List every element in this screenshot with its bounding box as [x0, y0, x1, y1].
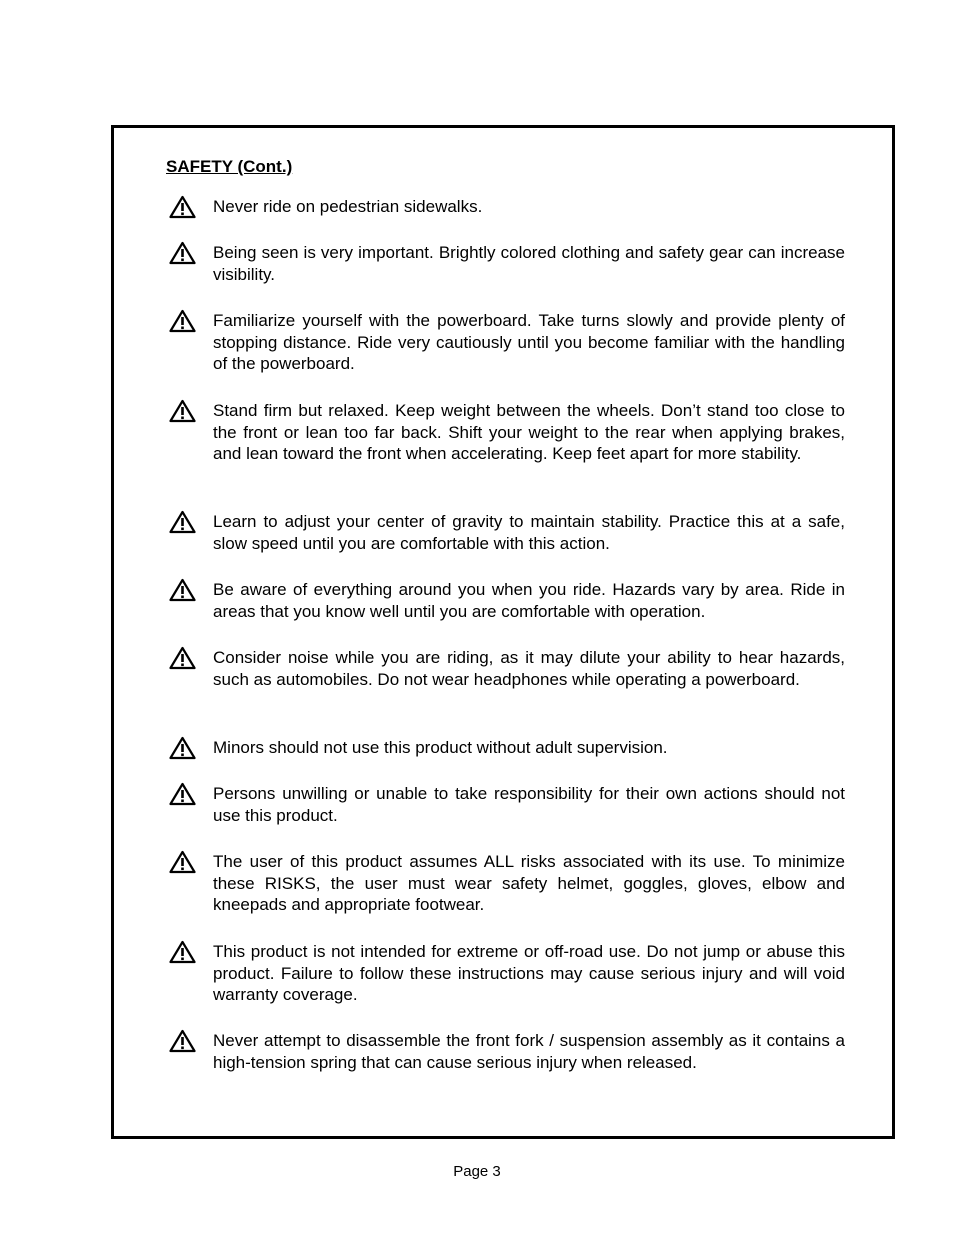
list-item [169, 784, 845, 826]
warning-triangle-icon [169, 399, 196, 423]
list-item [169, 580, 845, 622]
safety-item-text: Never ride on pedestrian sidewalks. [213, 197, 483, 216]
safety-item-text: Persons unwilling or unable to take responsibility for their own actions should not use this product. [213, 784, 845, 825]
warning-triangle-icon [169, 510, 196, 534]
warning-triangle-icon [169, 195, 196, 219]
list-item [169, 243, 845, 285]
warning-triangle-icon [169, 782, 196, 806]
warning-triangle-icon [169, 578, 196, 602]
safety-item-text: Being seen is very important. Brightly colored clothing and safety gear can increase visibility. [213, 243, 845, 284]
list-item [169, 648, 845, 690]
section-heading: SAFETY (Cont.) [166, 157, 293, 176]
warning-triangle-icon [169, 736, 196, 760]
warning-triangle-icon [169, 940, 196, 964]
warning-triangle-icon [169, 241, 196, 265]
safety-box [111, 125, 895, 1139]
safety-item-text: Consider noise while you are riding, as it may dilute your ability to hear hazards, such as automobiles. Do not wear headphones while operating a powerboard. [213, 648, 845, 689]
list-item [169, 942, 845, 1006]
list-item [169, 738, 845, 760]
safety-item-text: The user of this product assumes ALL risks associated with its use. To minimize these RISKS, the user must wear safety helmet, goggles, gloves, elbow and kneepads and appropriate footwear. [213, 852, 845, 915]
safety-item-text: This product is not intended for extreme or off-road use. Do not jump or abuse this product. Failure to follow these instructions may cause serious injury and will void warranty coverage. [213, 942, 845, 1005]
safety-item-text: Be aware of everything around you when you ride. Hazards vary by area. Ride in areas that you know well until you are comfortable with operation. [213, 580, 845, 621]
list-item [169, 1031, 845, 1073]
warning-triangle-icon [169, 850, 196, 874]
list-item [169, 512, 845, 554]
safety-item-text: Stand firm but relaxed. Keep weight between the wheels. Don’t stand too close to the front or lean too far back. Shift your weight to the rear when applying brakes, and lean toward the front when accelerating. Keep feet apart for more stability. [213, 401, 845, 464]
safety-item-text: Familiarize yourself with the powerboard. Take turns slowly and provide plenty of stopping distance. Ride very cautiously until you become familiar with the handling of the powerboard. [213, 311, 845, 374]
warning-triangle-icon [169, 309, 196, 333]
safety-item-text: Never attempt to disassemble the front fork / suspension assembly as it contains a high-tension spring that can cause serious injury when released. [213, 1031, 845, 1072]
list-item [169, 852, 845, 916]
list-item [169, 197, 845, 219]
warning-triangle-icon [169, 1029, 196, 1053]
page-number: Page 3 [453, 1163, 501, 1180]
list-item [169, 401, 845, 465]
safety-item-text: Learn to adjust your center of gravity to maintain stability. Practice this at a safe, slow speed until you are comfortable with this action. [213, 512, 845, 553]
safety-item-text: Minors should not use this product without adult supervision. [213, 738, 668, 757]
warning-triangle-icon [169, 646, 196, 670]
list-item [169, 311, 845, 375]
